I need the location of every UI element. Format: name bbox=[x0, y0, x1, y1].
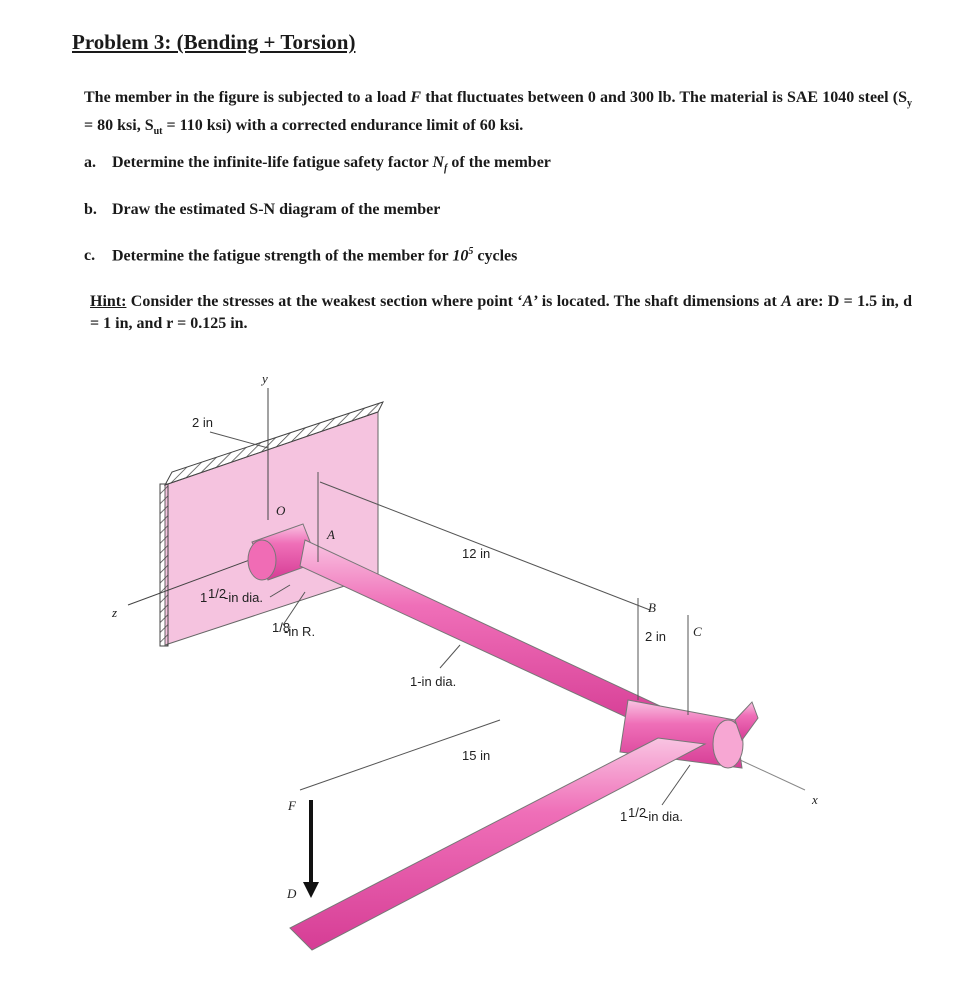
dia-1in: 1-in dia. bbox=[410, 674, 457, 689]
question-c-exponent: 5 bbox=[468, 246, 474, 257]
statement-text-3: = 80 ksi, S bbox=[84, 117, 154, 135]
question-a-subscript: f bbox=[444, 163, 448, 175]
label-z: z bbox=[112, 605, 118, 620]
leader-right-dia bbox=[662, 765, 690, 805]
leader-1in bbox=[440, 645, 460, 668]
statement-text-1: The member in the figure is subjected to a load bbox=[84, 89, 411, 106]
question-a-symbol: N bbox=[432, 154, 445, 171]
statement-text-4: = 110 ksi) with a corrected endurance limit of 60 ksi. bbox=[162, 117, 524, 135]
wall-left-hatch bbox=[160, 484, 168, 646]
dim-12in: 12 in bbox=[462, 546, 491, 561]
dia-right-whole: 1 bbox=[620, 809, 628, 824]
hint-point-a-2: A bbox=[781, 293, 792, 310]
question-c-label: c. bbox=[84, 247, 96, 265]
radius-frac: 1/8 bbox=[272, 620, 291, 635]
hint-text-1: Consider the stresses at the weakest section where point ‘ bbox=[126, 293, 523, 310]
label-d: D bbox=[287, 886, 297, 901]
question-b-text: Draw the estimated S-N diagram of the member bbox=[112, 201, 441, 218]
question-c-text-end: cycles bbox=[473, 247, 518, 265]
question-c-base: 10 bbox=[452, 247, 469, 265]
dia-left-text: -in dia. bbox=[224, 590, 264, 605]
statement-symbol-f: F bbox=[410, 89, 422, 106]
label-o: O bbox=[276, 503, 286, 518]
question-a-text-end: of the member bbox=[447, 154, 551, 171]
hint-point-a: A bbox=[522, 293, 534, 310]
dim-15in: 15 in bbox=[462, 748, 491, 763]
question-b-label: b. bbox=[84, 201, 97, 218]
question-c-text: Determine the fatigue strength of the member for bbox=[112, 247, 453, 265]
statement-sub-y: y bbox=[907, 98, 912, 110]
label-x: x bbox=[812, 792, 818, 807]
question-a-text: Determine the infinite-life fatigue safety factor bbox=[112, 154, 433, 171]
dim-2in-top: 2 in bbox=[192, 415, 213, 430]
dia-left-whole: 1 bbox=[200, 590, 208, 605]
hint-label: Hint: bbox=[90, 293, 127, 310]
statement-text-2: that fluctuates between 0 and 300 lb. The material is SAE 1040 steel (S bbox=[421, 89, 907, 106]
crank-arm bbox=[290, 738, 705, 950]
force-arrow-head bbox=[303, 882, 319, 898]
label-f: F bbox=[288, 798, 296, 813]
dim-line-2in-top bbox=[210, 432, 268, 448]
statement-sub-ut: ut bbox=[153, 126, 163, 138]
problem-title: Problem 3: (Bending + Torsion) bbox=[72, 30, 356, 54]
dia-right-frac: 1/2 bbox=[628, 805, 647, 820]
shaft-main bbox=[300, 540, 660, 728]
shaft-wall-end bbox=[248, 540, 276, 580]
dia-right-text: -in dia. bbox=[644, 809, 684, 824]
label-a: A bbox=[327, 527, 335, 542]
hint-text-2: ’ is located. The shaft dimensions at bbox=[533, 293, 782, 310]
radius-text: -in R. bbox=[284, 624, 316, 639]
question-a-label: a. bbox=[84, 154, 96, 171]
label-c: C bbox=[693, 624, 702, 639]
dim-2in-bc: 2 in bbox=[645, 629, 666, 644]
label-y: y bbox=[262, 371, 268, 386]
label-b: B bbox=[648, 600, 656, 615]
hint-text-3: are: D = 1.5 in, d = 1 in, and r = 0.125 in. bbox=[90, 293, 913, 332]
dia-left-frac: 1/2 bbox=[208, 586, 227, 601]
